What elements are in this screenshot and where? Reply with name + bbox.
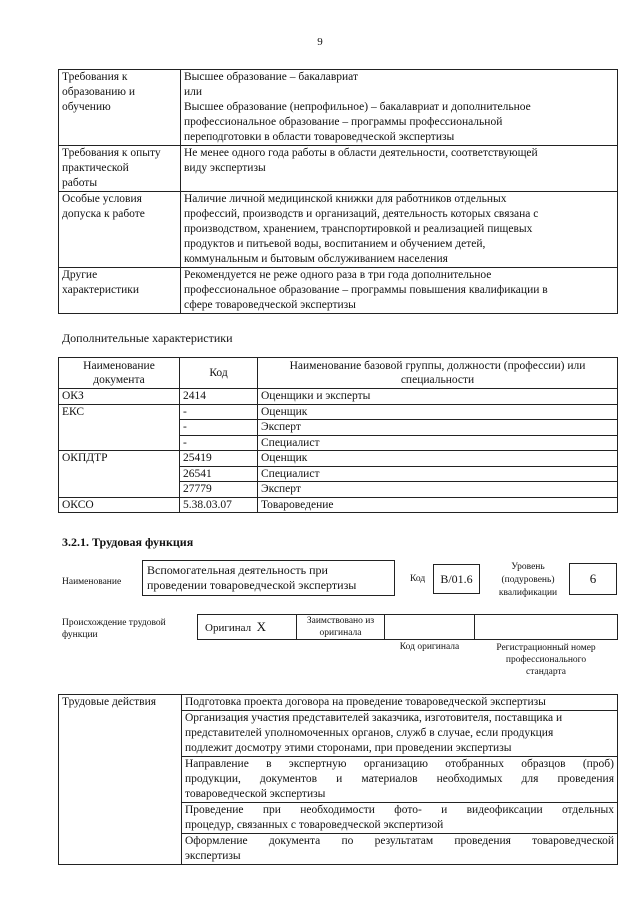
name-cell: Товароведение — [258, 497, 618, 513]
name-label: Наименование — [62, 577, 122, 587]
function-name-box: Вспомогательная деятельность при проведении товароведческой экспертизы — [142, 560, 395, 596]
labor-action-item: Проведение при необходимости фото- и видеофиксации отдельных процедур, связанных с товароведческой экспертизой — [182, 803, 618, 834]
table-row — [59, 389, 618, 405]
row-label: Другие характеристики — [59, 268, 181, 314]
origin-code-caption: Код оригинала — [399, 642, 460, 652]
reg-number-caption: Регистрационный номер профессионального стандарта — [496, 643, 596, 677]
labor-action-item: Направление в экспертную организацию отобранных образцов (проб) продукции, документов и материалов необходимых для проведения товароведческой экспертизы — [182, 757, 618, 803]
code-cell: - — [180, 404, 258, 420]
level-label: Уровень (подуровень) квалификации — [498, 562, 558, 598]
original-box: Оригинал X — [197, 614, 297, 640]
origin-label: Происхождение трудовой функции — [62, 618, 166, 640]
reg-number-box — [474, 614, 618, 640]
row-value: Рекомендуется не реже одного раза в три года дополнительное профессиональное образование – программы повышения квалификации в сфере товароведческой экспертизы — [181, 268, 618, 314]
code-cell: 2414 — [180, 389, 258, 405]
table-row — [59, 192, 618, 268]
origin-code-box — [384, 614, 475, 640]
header-doc: Наименование документа — [59, 358, 180, 389]
table-row — [59, 70, 618, 146]
code-cell: 5.38.03.07 — [180, 497, 258, 513]
table-header-row — [59, 358, 618, 389]
table-row — [59, 404, 618, 420]
name-cell: Эксперт — [258, 482, 618, 498]
code-cell: - — [180, 435, 258, 451]
code-cell: 27779 — [180, 482, 258, 498]
doc-cell: ОКЗ — [59, 389, 180, 405]
labor-action-item: Организация участия представителей заказчика, изготовителя, поставщика и представителей уполномоченных органов, служб в случае, если продукция подлежит досмотру этими сторонами, при проведении экспертизы — [182, 711, 618, 757]
name-cell: Специалист — [258, 466, 618, 482]
table-row — [59, 497, 618, 513]
labor-action-item: Оформление документа по результатам проведения товароведческой экспертизы — [182, 834, 618, 865]
section-title: 3.2.1. Трудовая функция — [62, 535, 194, 549]
level-value-box: 6 — [569, 563, 617, 595]
labor-actions-table — [58, 694, 618, 865]
doc-cell: ОКПДТР — [59, 451, 180, 498]
code-cell: 26541 — [180, 466, 258, 482]
table-row — [59, 268, 618, 314]
table-row — [59, 146, 618, 192]
code-value-box: В/01.6 — [433, 564, 480, 594]
doc-cell: ЕКС — [59, 404, 180, 451]
row-value: Наличие личной медицинской книжки для работников отдельных профессий, производств и организаций, деятельность которых связана с производством, хранением, транспортировкой и реализацией пищевых продуктов и питьевой воды, воспитанием и обучением детей, коммунальным и бытовым обслуживанием населения — [181, 192, 618, 268]
requirements-table — [58, 69, 618, 314]
name-cell: Эксперт — [258, 420, 618, 436]
header-name: Наименование базовой группы, должности (профессии) или специальности — [258, 358, 618, 389]
table-row — [59, 451, 618, 467]
table-row — [59, 695, 618, 711]
labor-action-item: Подготовка проекта договора на проведение товароведческой экспертизы — [182, 695, 618, 711]
row-value: Высшее образование – бакалавриат или Высшее образование (непрофильное) – бакалавриат и дополнительное профессиональное образование – программы профессиональной переподготовки в области товароведческой экспертизы — [181, 70, 618, 146]
name-cell: Оценщик — [258, 451, 618, 467]
borrowed-box: Заимствовано из оригинала — [296, 614, 385, 640]
row-value: Не менее одного года работы в области деятельности, соответствующей виду экспертизы — [181, 146, 618, 192]
page-number: 9 — [317, 36, 323, 48]
name-cell: Специалист — [258, 435, 618, 451]
name-cell: Оценщик — [258, 404, 618, 420]
header-code: Код — [180, 358, 258, 389]
row-label: Требования к опыту практической работы — [59, 146, 181, 192]
additional-characteristics-table — [58, 357, 618, 513]
code-label: Код — [410, 574, 426, 584]
name-cell: Оценщики и эксперты — [258, 389, 618, 405]
row-label: Особые условия допуска к работе — [59, 192, 181, 268]
labor-actions-label: Трудовые действия — [59, 695, 182, 865]
additional-characteristics-title: Дополнительные характеристики — [62, 331, 233, 345]
row-label: Требования к образованию и обучению — [59, 70, 181, 146]
original-mark: X — [256, 619, 266, 634]
doc-cell: ОКСО — [59, 497, 180, 513]
code-cell: - — [180, 420, 258, 436]
code-cell: 25419 — [180, 451, 258, 467]
